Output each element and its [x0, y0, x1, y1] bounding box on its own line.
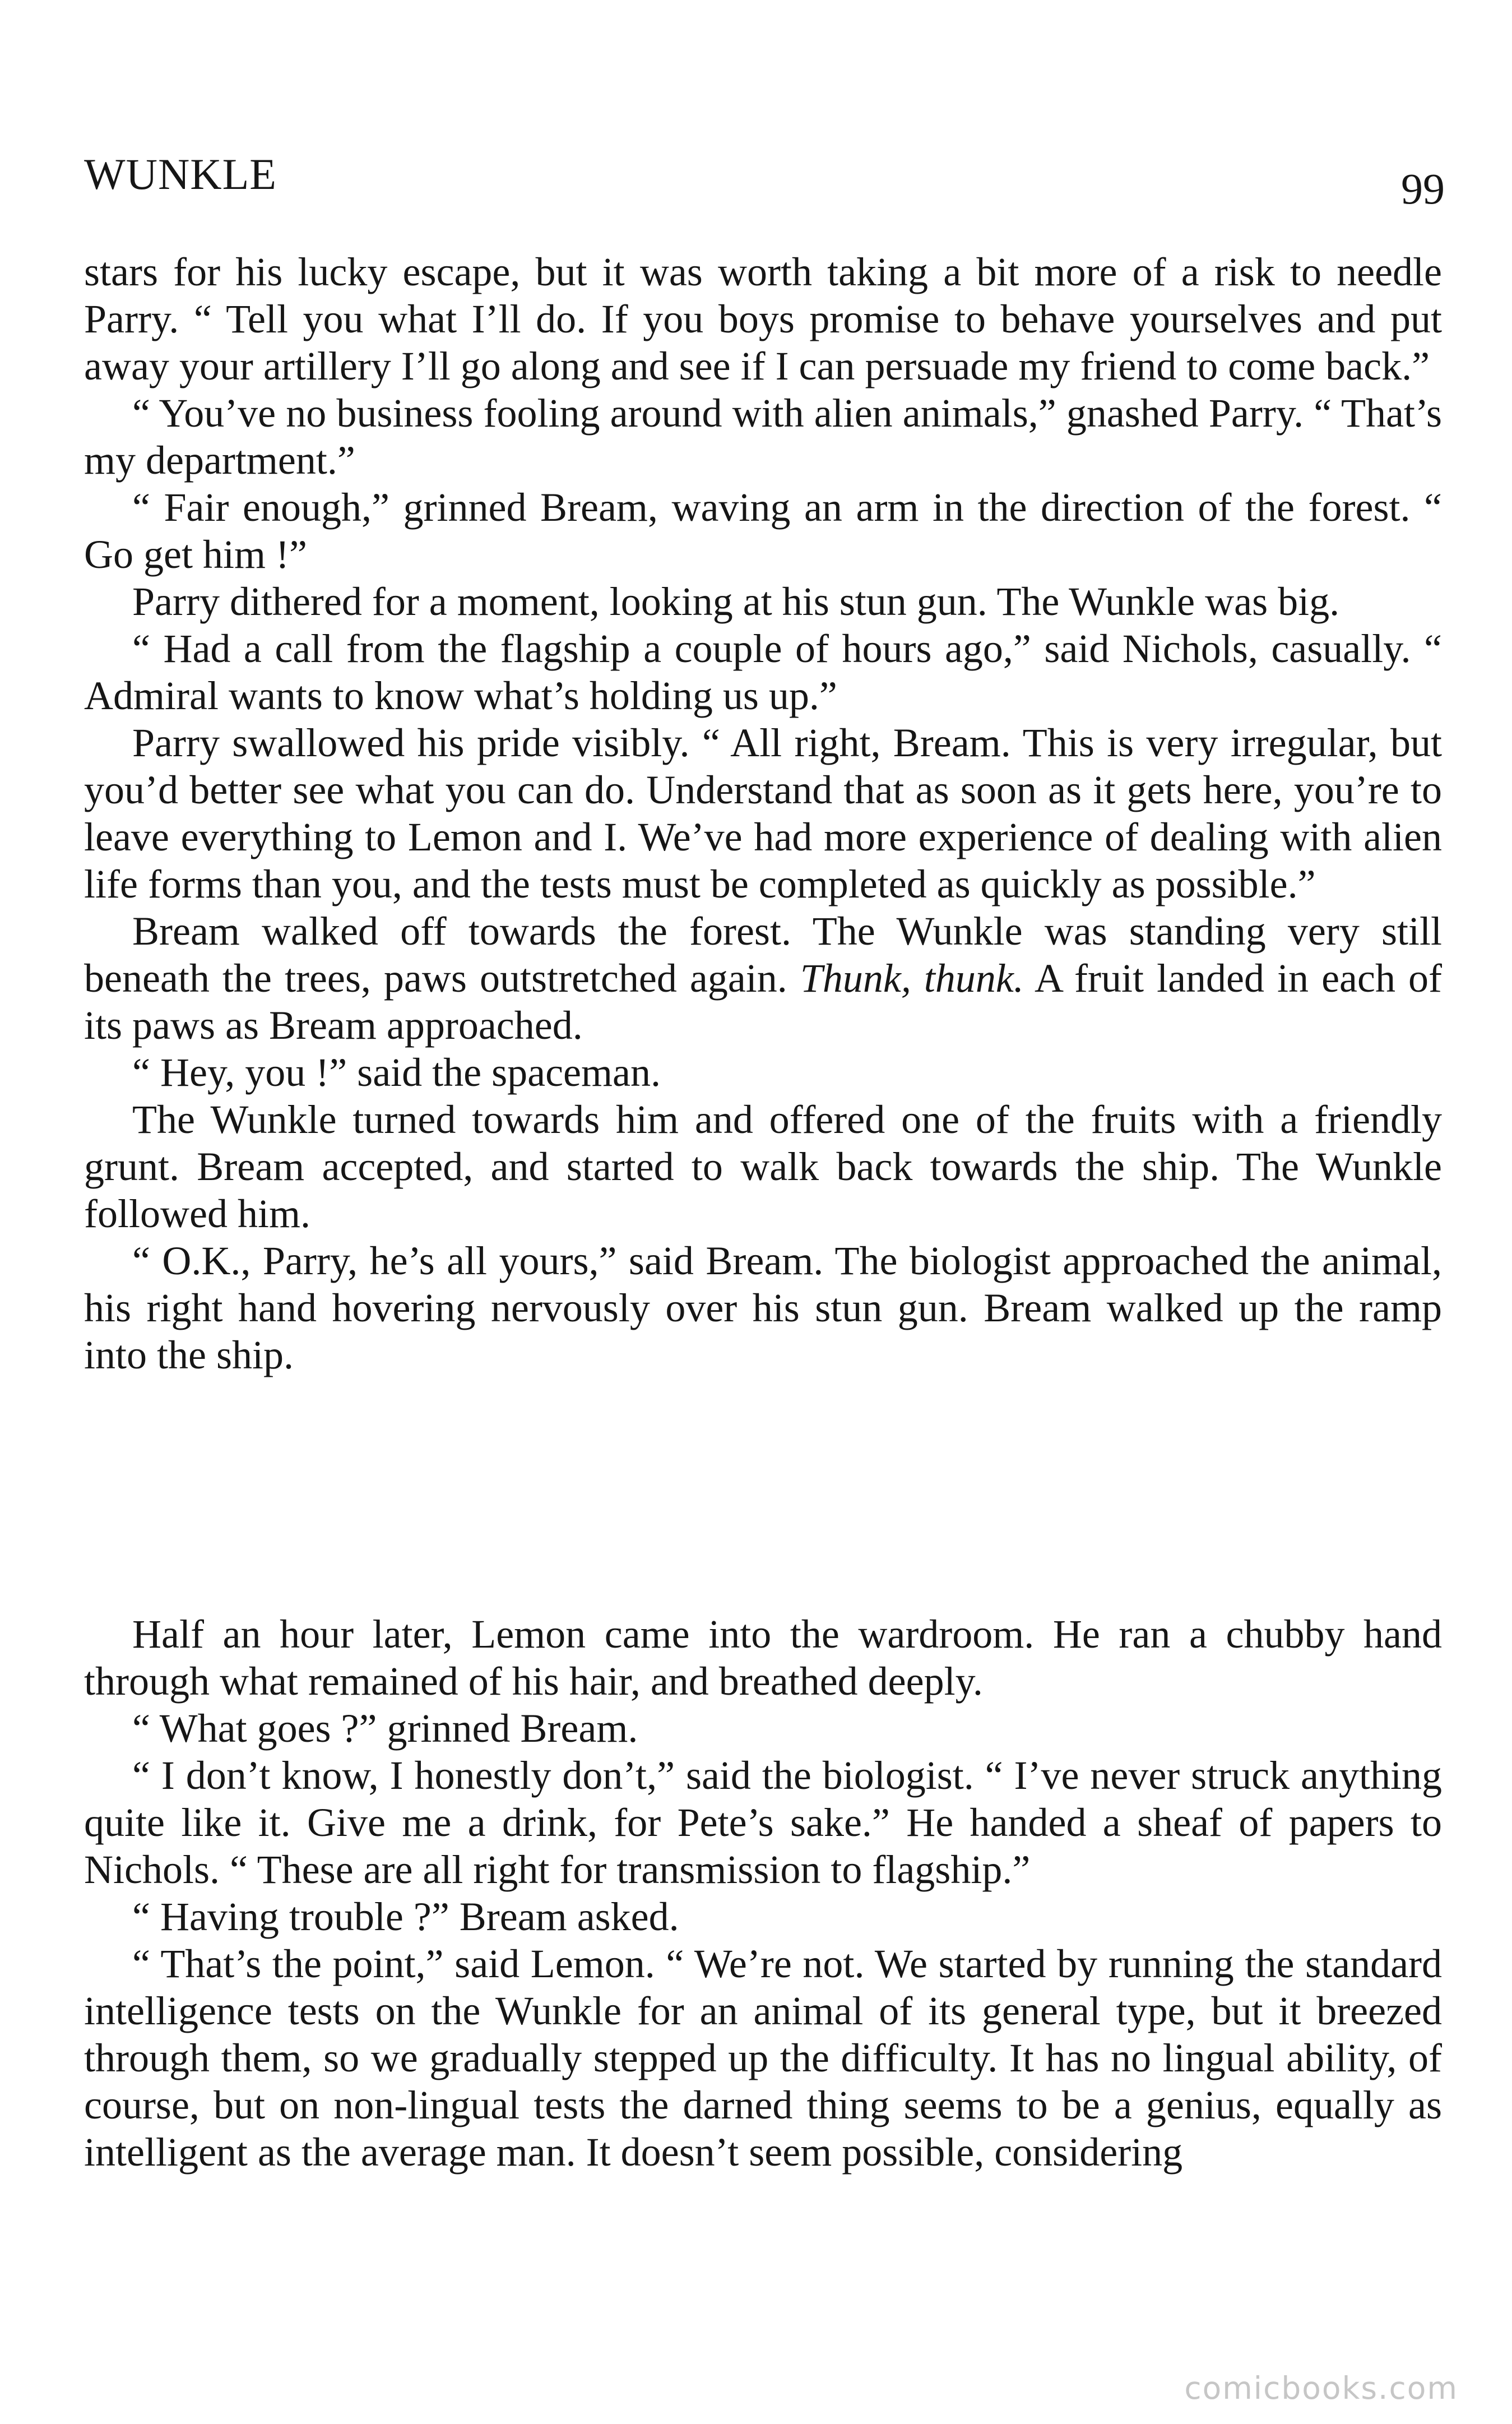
paragraph: “ I don’t know, I honestly don’t,” said the biologist. “ I’ve never struck anything quite like it. Give me a drink, for Pete’s sake.” He handed a sheaf of papers to Nichols. “ These are all right for transmission to flagship.”	[84, 1753, 1442, 1892]
paragraph: Parry swallowed his pride visibly. “ All right, Bream. This is very irregular, but you’d better see what you can do. Understand that as soon as it gets here, you’re to leave everything to Lemon and I. We’ve had more experience of dealing with alien life forms than you, and the tests must be completed as quickly as possible.”	[84, 720, 1442, 906]
paragraph: Half an hour later, Lemon came into the wardroom. He ran a chubby hand through what remained of his hair, and breathed deeply.	[84, 1612, 1442, 1704]
paragraph-with-emphasis	[84, 908, 1442, 1049]
paragraph: “ O.K., Parry, he’s all yours,” said Bream. The biologist approached the animal, his right hand hovering nervously over his stun gun. Bream walked up the ramp into the ship.	[84, 1238, 1442, 1377]
paragraph: “ Fair enough,” grinned Bream, waving an arm in the direction of the forest. “ Go get him !”	[84, 485, 1442, 577]
page-number: 99	[1401, 164, 1445, 213]
text-block-before-break	[84, 248, 1442, 1378]
paragraph: “ You’ve no business fooling around with alien animals,” gnashed Parry. “ That’s my department.”	[84, 391, 1442, 483]
paragraph: The Wunkle turned towards him and offered one of the fruits with a friendly grunt. Bream accepted, and started to walk back towards the ship. The Wunkle followed him.	[84, 1097, 1442, 1236]
page-header	[84, 152, 1445, 220]
paragraph: “ Had a call from the flagship a couple of hours ago,” said Nichols, casually. “ Admiral wants to know what’s holding us up.”	[84, 626, 1442, 718]
paragraph: “ Hey, you !” said the spaceman.	[132, 1050, 661, 1095]
paragraph: “ Having trouble ?” Bream asked.	[132, 1894, 679, 1939]
paragraph-text: A fruit landed in each of its paws as Bream approached.	[84, 956, 1443, 1048]
paragraph: “ What goes ?” grinned Bream.	[132, 1706, 638, 1751]
paragraph: “ That’s the point,” said Lemon. “ We’re not. We started by running the standard intelligence tests on the Wunkle for an animal of its general type, but it breezed through them, so we gradually stepped up the difficulty. It has no lingual ability, of course, but on non-lingual tests the darned thing seems to be a genius, equally as intelligent as the average man. It doesn’t seem possible, considering	[84, 1941, 1442, 2175]
running-head: WUNKLE	[84, 150, 277, 198]
emphasized-sound-effect: Thunk, thunk.	[800, 956, 1024, 1001]
paragraph-text: Bream walked off towards the forest. The Wunkle was standing very still beneath the trees, paws outstretched again.	[84, 909, 1442, 1001]
source-watermark: comicbooks.com	[1184, 2370, 1458, 2406]
paragraph: Parry dithered for a moment, looking at his stun gun. The Wunkle was big.	[132, 579, 1340, 624]
text-block-after-break	[84, 1611, 1442, 2176]
paragraph: stars for his lucky escape, but it was worth taking a bit more of a risk to needle Parry. “ Tell you what I’ll do. If you boys promise to behave yourselves and put away your artillery I’ll go along and see if I can persuade my friend to come back.”	[84, 249, 1442, 388]
